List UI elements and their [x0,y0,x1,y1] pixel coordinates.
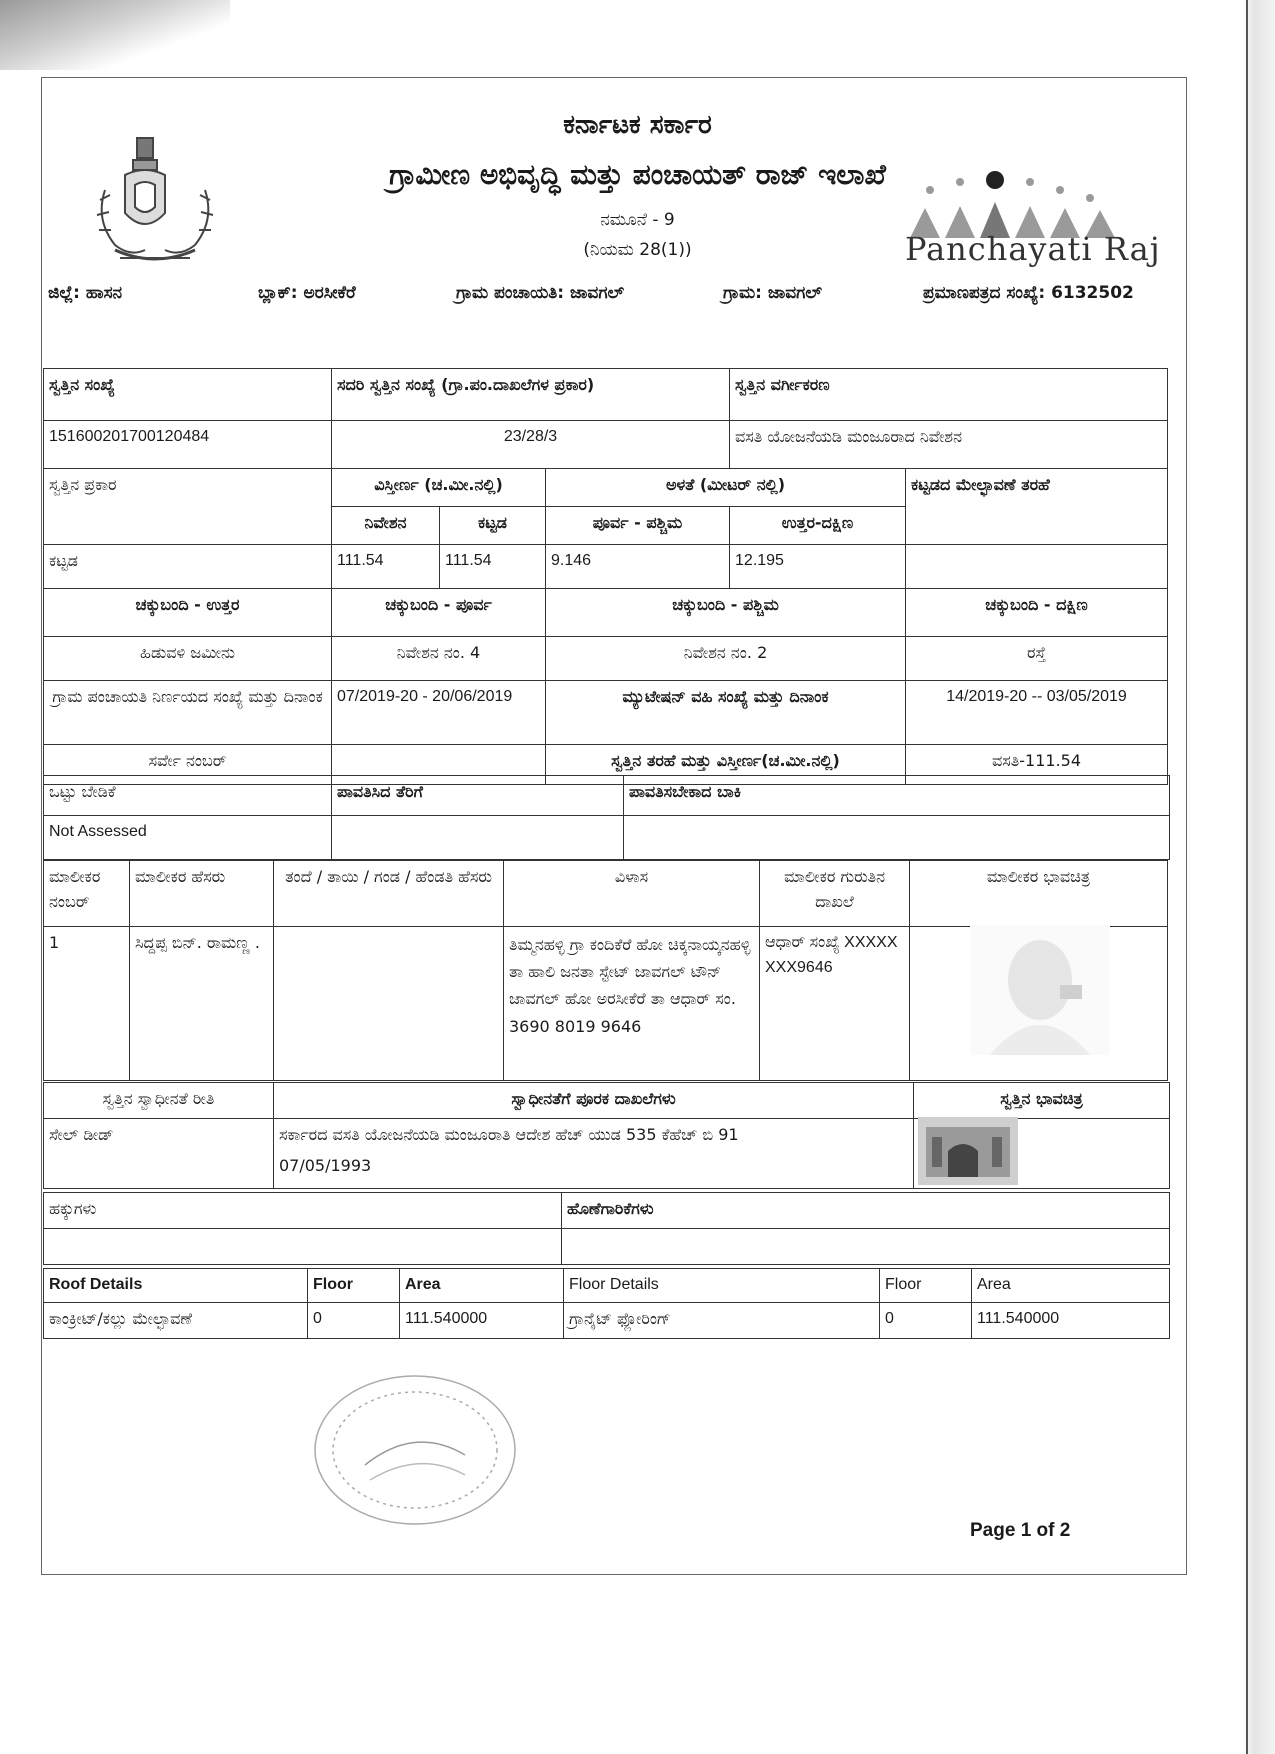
boundary-west-label: ಚಕ್ಕುಬಂದಿ - ಪಶ್ಚಿಮ [546,589,906,637]
ownership-mode: ಸೇಲ್ ಡೀಡ್ [44,1119,274,1189]
boundary-north: ಹಿಡುವಳಿ ಜಮೀನು [44,637,332,681]
gp-resolution: 07/2019-20 - 20/06/2019 [332,681,546,745]
gp-property-number-label: ಸದರಿ ಸ್ವತ್ತಿನ ಸಂಖ್ಯೆ (ಗ್ರಾ.ಪಂ.ದಾಖಲೆಗಳ ಪ್ರಕಾರ) [332,369,730,421]
mutation: 14/2019-20 -- 03/05/2019 [906,681,1168,745]
balance [624,816,1170,860]
ownership-mode-label: ಸ್ವತ್ತಿನ ಸ್ವಾಧೀನತೆ ರೀತಿ [44,1083,274,1119]
owner-number: 1 [44,927,130,1081]
boundary-east-label: ಚಕ್ಕುಬಂದಿ - ಪೂರ್ವ [332,589,546,637]
floor-details-label: Floor Details [564,1269,880,1303]
property-class: ವಸತಿ ಯೋಜನೆಯಡಿ ಮಂಜೂರಾದ ನಿವೇಶನ [730,421,1168,469]
gp-property-number: 23/28/3 [332,421,730,469]
total-demand: Not Assessed [44,816,332,860]
supporting-docs-date: 07/05/1993 [279,1155,372,1175]
owner-id: ಆಧಾರ್ ಸಂಖ್ಯೆ XXXXXXXX9646 [760,927,910,1081]
floor-type: ಗ್ರಾನೈಟ್ ಫ್ಲೋರಿಂಗ್ [564,1303,880,1339]
building-label: ಕಟ್ಟಡ [440,507,546,545]
property-photo-label: ಸ್ವತ್ತಿನ ಭಾವಚಿತ್ರ [914,1083,1170,1119]
roof-type-label: ಕಟ್ಟಡದ ಮೇಲ್ಛಾವಣೆ ತರಹೆ [906,469,1168,545]
rule-number: (ನಿಯಮ 28(1)) [583,240,692,260]
certificate-number: ಪ್ರಮಾಣಪತ್ರದ ಸಂಖ್ಯೆ: 6132502 [923,283,1134,303]
government-title: ಕರ್ನಾಟಕ ಸರ್ಕಾರ [563,110,712,140]
type-area: ವಸತಿ-111.54 [906,745,1168,785]
floor-floor: 0 [880,1303,972,1339]
property-photo [918,1117,1018,1185]
survey-number-label: ಸರ್ವೇ ನಂಬರ್ [44,745,332,785]
type-area-label: ಸ್ವತ್ತಿನ ತರಹೆ ಮತ್ತು ವಿಸ್ತೀರ್ಣ(ಚ.ಮೀ.ನಲ್ಲಿ) [546,745,906,785]
property-number: 151600201700120484 [44,421,332,469]
gp-resolution-label: ಗ್ರಾಮ ಪಂಚಾಯತಿ ನಿರ್ಣಯದ ಸಂಖ್ಯೆ ಮತ್ತು ದಿನಾಂಕ [44,681,332,745]
roof-area-label: Area [400,1269,564,1303]
village: ಗ್ರಾಮ: ಜಾವಗಲ್ [723,283,822,303]
site-area: 111.54 [332,545,440,589]
owner-photo [970,925,1110,1055]
liabilities [562,1229,1170,1265]
block: ಬ್ಲಾಕ್: ಅರಸೀಕೆರೆ [258,283,356,303]
total-demand-label: ಒಟ್ಟು ಬೇಡಿಕೆ [44,776,332,816]
relative-name-label: ತಂದೆ / ತಾಯಿ / ಗಂಡ / ಹೆಂಡತಿ ಹೆಸರು [274,861,504,927]
relative-name [274,927,504,1081]
form-number: ನಮೂನೆ - 9 [600,210,675,230]
floor-area: 111.540000 [972,1303,1170,1339]
property-class-label: ಸ್ವತ್ತಿನ ವರ್ಗೀಕರಣ [730,369,1168,421]
supporting-docs-label: ಸ್ವಾಧೀನತೆಗೆ ಪೂರಕ ದಾಖಲೆಗಳು [274,1083,914,1119]
official-seal-stamp [305,1370,525,1530]
rights-label: ಹಕ್ಕುಗಳು [44,1193,562,1229]
roof-details-label: Roof Details [44,1269,308,1303]
owner-number-label: ಮಾಲೀಕರ ನಂಬರ್ [44,861,130,927]
roof-floor-label: Floor [308,1269,400,1303]
page-number: Page 1 of 2 [970,1520,1071,1541]
mutation-label: ಮ್ಯುಟೇಷನ್ ವಹಿ ಸಂಖ್ಯೆ ಮತ್ತು ದಿನಾಂಕ [546,681,906,745]
property-type: ಕಟ್ಟಡ [44,545,332,589]
roof-floor: 0 [308,1303,400,1339]
paid-tax-label: ಪಾವತಿಸಿದ ತೆರಿಗೆ [332,776,624,816]
liabilities-label: ಹೊಣೆಗಾರಿಕೆಗಳು [562,1193,1170,1229]
gram-panchayat: ಗ್ರಾಮ ಪಂಚಾಯತಿ: ಜಾವಗಲ್ [456,283,625,303]
east-west: 9.146 [546,545,730,589]
rights-table [43,1192,1170,1265]
floor-area-label: Area [972,1269,1170,1303]
department-title: ಗ್ರಾಮೀಣ ಅಭಿವೃದ್ಧಿ ಮತ್ತು ಪಂಚಾಯತ್ ರಾಜ್ ಇಲಾಖೆ [389,158,886,191]
boundary-north-label: ಚಕ್ಕುಬಂದಿ - ಉತ್ತರ [44,589,332,637]
roof-type-detail: ಕಾಂಕ್ರೀಟ್/ಕಲ್ಲು ಮೇಲ್ಛಾವಣೆ [44,1303,308,1339]
scan-shadow [0,0,230,70]
supporting-docs [274,1119,914,1189]
site-label: ನಿವೇಶನ [332,507,440,545]
property-number-label: ಸ್ವತ್ತಿನ ಸಂಖ್ಯೆ [44,369,332,421]
scan-edge-line [1246,0,1248,1754]
boundary-east: ನಿವೇಶನ ನಂ. 4 [332,637,546,681]
measurement-label: ಅಳತೆ (ಮೀಟರ್ ನಲ್ಲಿ) [546,469,906,507]
building-area: 111.54 [440,545,546,589]
owner-address: ತಿಮ್ಮನಹಳ್ಳಿ ಗ್ರಾ ಕಂದಿಕೆರೆ ಹೋ ಚಿಕ್ಕನಾಯ್ಕನಹಳ್ಳಿ ತಾ ಹಾಲಿ ಜನತಾ ಸ್ಟೇಟ್ ಜಾವಗಲ್ ಟೌನ್ ಜಾವಗಲ್ ಹೋ ಅರಸೀಕೆರೆ ತಾ ಆಧಾರ್ ಸಂ. 3690 8019 9646 [504,927,760,1081]
rights [44,1229,562,1265]
address-label: ವಿಳಾಸ [504,861,760,927]
east-west-label: ಪೂರ್ವ - ಪಶ್ಚಿಮ [546,507,730,545]
boundary-west: ನಿವೇಶನ ನಂ. 2 [546,637,906,681]
property-table [43,368,1168,785]
owner-name-label: ಮಾಲೀಕರ ಹೆಸರು [130,861,274,927]
district: ಜಿಲ್ಲೆ: ಹಾಸನ [48,283,123,303]
tax-table [43,775,1170,860]
north-south: 12.195 [730,545,906,589]
paid-tax [332,816,624,860]
north-south-label: ಉತ್ತರ-ದಕ್ಷಿಣ [730,507,906,545]
owner-photo-label: ಮಾಲೀಕರ ಭಾವಚಿತ್ರ [910,861,1168,927]
owner-name: ಸಿದ್ದಪ್ಪ ಬಿನ್. ರಾಮಣ್ಣ . [130,927,274,1081]
floor-floor-label: Floor [880,1269,972,1303]
boundary-south: ರಸ್ತೆ [906,637,1168,681]
roof-floor-table [43,1268,1170,1339]
balance-label: ಪಾವತಿಸಬೇಕಾದ ಬಾಕಿ [624,776,1170,816]
property-type-label: ಸ್ವತ್ತಿನ ಪ್ರಕಾರ [44,469,332,545]
owner-id-label: ಮಾಲೀಕರ ಗುರುತಿನ ದಾಖಲೆ [760,861,910,927]
area-label: ವಿಸ್ತೀರ್ಣ (ಚ.ಮೀ.ನಲ್ಲಿ) [332,469,546,507]
boundary-south-label: ಚಕ್ಕುಬಂದಿ - ದಕ್ಷಿಣ [906,589,1168,637]
roof-area: 111.540000 [400,1303,564,1339]
supporting-docs-text: ಸರ್ಕಾರದ ವಸತಿ ಯೋಜನೆಯಡಿ ಮಂಜೂರಾತಿ ಆದೇಶ ಹೆಚ್ ಯುಡ 535 ಕೆಹೆಚ್ ಬಿ 91 [279,1125,739,1144]
panchayati-raj-logo-text: Panchayati Raj [905,230,1161,268]
roof-type [906,545,1168,589]
